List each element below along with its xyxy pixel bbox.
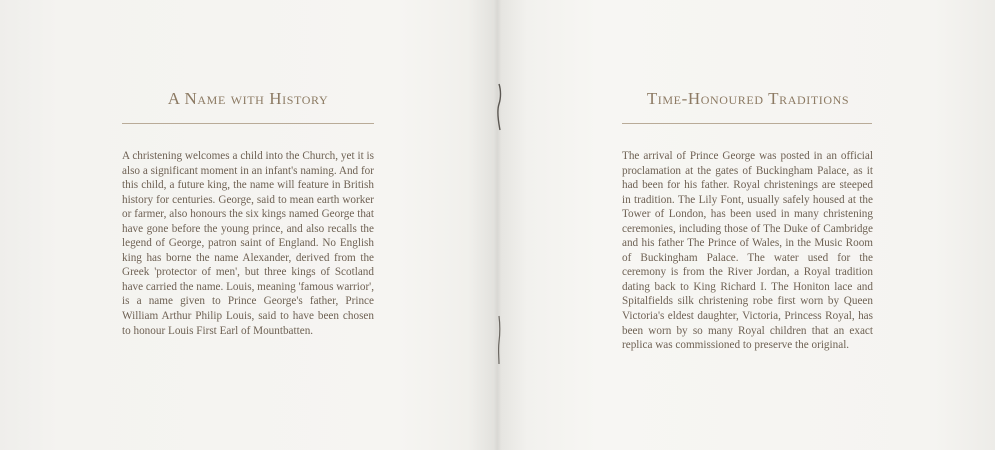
left-page-title: A Name with History bbox=[167, 89, 329, 108]
right-page-body: The arrival of Prince George was posted in an official proclamation at the gates of Buckingham Palace, as it had been for his father. Royal christenings are steeped in tradition. The Lily Font, usually safely housed at the Tower of London, has been used in many christening ceremonies, including those of The Duke of Cambridge and his father The Prince of Wales, in the Music Room of Buckingham Palace. The water used for the ceremony is from the River Jordan, a Royal tradition dating back to King Richard I. The Honiton lace and Spitalfields silk christening robe first worn by Queen Victoria's eldest daughter, Victoria, Princess Royal, has been worn by so many Royal children that an exact replica was commissioned to preserve the original. bbox=[622, 150, 873, 352]
left-title-divider bbox=[122, 123, 374, 124]
right-title-divider bbox=[622, 123, 872, 124]
right-page-title: Time-Honoured Traditions bbox=[646, 89, 850, 108]
left-page-body: A christening welcomes a child into the Church, yet it is also a significant moment in an infant's naming. And for this child, a future king, the name will feature in British history for centuries. George, said to mean earth worker or farmer, also honours the six kings named George that have gone before the young prince, and also recalls the legend of George, patron saint of England. No English king has borne the name Alexander, derived from the Greek 'protector of men', but three kings of Scotland have carried the name. Louis, meaning 'famous warrior', is a name given to Prince George's father, Prince William Arthur Philip Louis, said to have been chosen to honour Louis First Earl of Mountbatten. bbox=[122, 150, 374, 337]
right-page bbox=[498, 0, 995, 450]
left-page bbox=[0, 0, 497, 450]
